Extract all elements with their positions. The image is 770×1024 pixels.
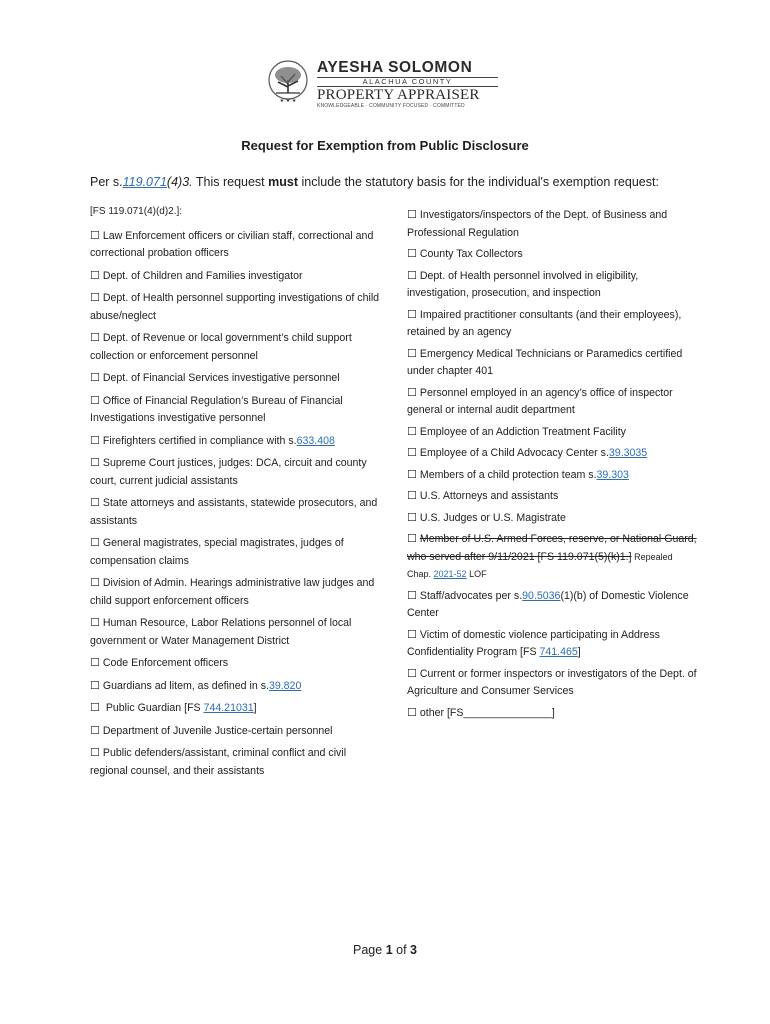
exemption-checkbox-item[interactable]: [90, 722, 380, 741]
exemption-checkbox-item[interactable]: [407, 345, 697, 381]
exemption-label-suffix: LOF: [466, 569, 487, 579]
checkbox-icon[interactable]: ☐: [407, 467, 417, 481]
exemption-label: Current or former inspectors or investigators of the Dept. of Agriculture and Consumer Services: [407, 667, 697, 697]
checkbox-icon[interactable]: ☐: [90, 701, 100, 714]
page-footer: [0, 943, 770, 957]
statute-link[interactable]: 39.820: [268, 679, 302, 692]
intro-prefix: Per s.: [90, 175, 123, 189]
exemption-checkbox-item[interactable]: [407, 306, 697, 342]
exemption-label: State attorneys and assistants, statewide prosecutors, and assistants: [90, 497, 378, 527]
exemption-label: Dept. of Health personnel supporting investigations of child abuse/neglect: [90, 292, 380, 322]
checkbox-icon[interactable]: ☐: [90, 433, 100, 447]
exemption-label: County Tax Collectors: [419, 248, 523, 260]
exemption-label: Personnel employed in an agency’s office of inspector general or internal audit department: [407, 386, 673, 416]
exemption-checkbox-item[interactable]: [407, 466, 697, 485]
checkbox-icon[interactable]: ☐: [90, 456, 100, 469]
statute-suffix: (4)3.: [166, 175, 193, 189]
statute-link[interactable]: 744.21031: [203, 702, 254, 714]
exemption-label: other [FS_______________]: [419, 706, 555, 719]
exemption-checkbox-item[interactable]: [90, 454, 380, 490]
exemption-checkbox-item[interactable]: [90, 654, 380, 673]
statute-link[interactable]: 90.5036: [522, 589, 561, 602]
checkbox-icon[interactable]: ☐: [90, 331, 100, 344]
exemption-label: Supreme Court justices, judges: DCA, circuit and county court, current judicial assistants: [90, 457, 367, 487]
exemption-label: Emergency Medical Technicians or Paramedics certified under chapter 401: [407, 347, 683, 377]
checkbox-icon[interactable]: ☐: [90, 536, 100, 549]
left-column-header: [FS 119.071(4)(d)2.]:: [90, 206, 183, 217]
exemption-label: Firefighters certified in compliance with s.: [102, 434, 297, 447]
exemption-label: U.S. Judges or U.S. Magistrate: [419, 511, 566, 524]
checkbox-icon[interactable]: ☐: [90, 393, 100, 407]
exemption-label: Dept. of Children and Families investigator: [102, 269, 303, 282]
property-appraiser-logo: [266, 59, 498, 109]
exemption-checkbox-item[interactable]: [407, 704, 697, 723]
checkbox-icon[interactable]: ☐: [407, 346, 417, 360]
exemption-checkbox-item[interactable]: [90, 227, 380, 263]
intro-text-before: This request: [192, 175, 269, 189]
exemption-checkbox-item[interactable]: [407, 665, 697, 701]
page-number: 1: [385, 943, 393, 957]
exemption-checkbox-item[interactable]: [407, 626, 697, 662]
exemption-label: Department of Juvenile Justice-certain personnel: [102, 724, 333, 737]
exemption-checkbox-item[interactable]: [90, 392, 380, 428]
checkbox-icon[interactable]: ☐: [90, 656, 100, 669]
exemption-checkbox-item[interactable]: [407, 267, 697, 303]
checkbox-icon[interactable]: ☐: [90, 291, 100, 304]
intro-text-after: include the statutory basis for the individual's exemption request:: [298, 175, 659, 189]
exemption-label: Public Guardian [FS: [102, 702, 204, 714]
checkbox-icon[interactable]: ☐: [407, 627, 417, 641]
exemption-checkbox-item[interactable]: [407, 384, 697, 420]
exemption-checkbox-item[interactable]: [90, 574, 380, 610]
checkbox-icon[interactable]: ☐: [90, 723, 100, 737]
exemption-label: Public defenders/assistant, criminal conflict and civil regional counsel, and their assistants: [90, 747, 347, 777]
exemption-label-suffix: ]: [253, 702, 257, 714]
checkbox-icon[interactable]: ☐: [90, 496, 100, 509]
exemption-label-suffix: ]: [577, 646, 581, 658]
page-of-label: of: [392, 943, 411, 957]
exemption-checkbox-item[interactable]: [407, 245, 697, 264]
checkbox-icon[interactable]: ☐: [90, 576, 100, 589]
exemption-label: U.S. Attorneys and assistants: [419, 490, 559, 502]
exemption-checkbox-item[interactable]: [90, 329, 380, 365]
checkbox-icon[interactable]: ☐: [407, 385, 417, 399]
exemption-label: Dept. of Revenue or local government’s child support collection or enforcement personnel: [90, 332, 352, 362]
struck-text: Member of U.S. Armed Forces, reserve, or National Guard, who served after 9/11/2021 [FS 119.071(5)(k)1.]: [407, 533, 697, 563]
intro-bold-word: must: [268, 175, 299, 189]
statute-link[interactable]: 741.465: [539, 646, 578, 658]
exemption-checkbox-item[interactable]: [90, 699, 380, 718]
checkbox-icon[interactable]: ☐: [407, 208, 417, 221]
exemption-label-suffix: (1)(b) of Domestic Violence Center: [407, 589, 689, 619]
exemption-checkbox-item[interactable]: [407, 206, 697, 242]
exemption-checkbox-item[interactable]: [407, 487, 697, 506]
intro-line: [90, 175, 690, 189]
exemption-label: Dept. of Financial Services investigative personnel: [102, 372, 340, 384]
exemption-label: General magistrates, special magistrates, judges of compensation claims: [90, 537, 344, 567]
exemption-label: Law Enforcement officers or civilian staff, correctional and correctional probation officers: [90, 229, 374, 259]
statute-link[interactable]: 39.303: [596, 468, 629, 481]
tree-emblem-icon: [266, 60, 310, 104]
checkbox-icon[interactable]: ☐: [90, 268, 100, 282]
checkbox-icon[interactable]: ☐: [407, 705, 417, 719]
page-label: Page: [353, 943, 386, 957]
exemption-label: Human Resource, Labor Relations personnel of local government or Water Management District: [90, 617, 352, 647]
exemption-checkbox-item[interactable]: [407, 423, 697, 442]
checkbox-icon[interactable]: ☐: [407, 588, 417, 602]
statute-link[interactable]: 119.071: [122, 175, 167, 189]
logo-name: AYESHA SOLOMON: [317, 59, 473, 76]
exemption-label: Code Enforcement officers: [102, 657, 229, 669]
exemption-label: Investigators/inspectors of the Dept. of Business and Professional Regulation: [407, 209, 668, 239]
exemption-checkbox-item[interactable]: [407, 444, 697, 463]
exemption-checkbox-item[interactable]: [407, 530, 697, 584]
checkbox-icon[interactable]: ☐: [90, 228, 100, 242]
checkbox-icon[interactable]: ☐: [90, 678, 100, 692]
left-exemption-list: [90, 203, 380, 784]
checkbox-icon[interactable]: ☐: [90, 616, 100, 629]
checkbox-icon[interactable]: ☐: [407, 247, 417, 260]
checkbox-icon[interactable]: ☐: [90, 371, 100, 384]
exemption-checkbox-item[interactable]: [90, 614, 380, 650]
checkbox-icon[interactable]: ☐: [407, 510, 417, 524]
exemption-checkbox-item[interactable]: [407, 587, 697, 623]
checkbox-icon[interactable]: ☐: [407, 446, 417, 459]
exemption-checkbox-item[interactable]: [90, 494, 380, 530]
exemption-label: Employee of an Addiction Treatment Facility: [419, 425, 626, 438]
exemption-label: Members of a child protection team s.: [419, 468, 597, 481]
checkbox-icon[interactable]: ☐: [407, 532, 417, 545]
statute-link[interactable]: 2021-52: [433, 569, 467, 579]
exemption-label: Victim of domestic violence participating in Address Confidentiality Program [FS: [407, 628, 660, 658]
exemption-label: Repealed Chap.: [407, 551, 673, 579]
checkbox-icon[interactable]: ☐: [90, 746, 100, 759]
exemption-label: Division of Admin. Hearings administrative law judges and child support enforcement officers: [90, 577, 375, 607]
exemption-label: Dept. of Health personnel involved in eligibility, investigation, prosecution, and inspection: [407, 269, 639, 299]
statute-link[interactable]: 39.3035: [608, 447, 648, 459]
svg-text:★ ★ ★: ★ ★ ★: [279, 98, 297, 104]
document-title: Request for Exemption from Public Disclosure: [241, 138, 529, 153]
checkbox-icon[interactable]: ☐: [407, 489, 417, 502]
exemption-label: Staff/advocates per s.: [419, 589, 523, 602]
exemption-checkbox-item[interactable]: [90, 534, 380, 570]
checkbox-icon[interactable]: ☐: [407, 307, 417, 321]
exemption-label: Employee of a Child Advocacy Center s.: [419, 447, 609, 459]
right-exemption-list: [407, 206, 697, 725]
checkbox-icon[interactable]: ☐: [407, 666, 417, 680]
exemption-checkbox-item[interactable]: [90, 677, 380, 696]
exemption-checkbox-item[interactable]: [90, 267, 380, 286]
logo-tagline: KNOWLEDGEABLE · COMMUNITY FOCUSED · COMMITTED: [317, 103, 465, 109]
checkbox-icon[interactable]: ☐: [407, 424, 417, 438]
statute-link[interactable]: 633.408: [296, 434, 335, 447]
page-total: 3: [410, 943, 417, 957]
exemption-checkbox-item[interactable]: [407, 509, 697, 528]
exemption-checkbox-item[interactable]: [90, 432, 380, 451]
checkbox-icon[interactable]: ☐: [407, 268, 417, 282]
exemption-label: Guardians ad litem, as defined in s.: [102, 679, 269, 692]
logo-county: ALACHUA COUNTY: [317, 77, 498, 87]
exemption-label: Office of Financial Regulation’s Bureau of Financial Investigations investigative personnel: [90, 394, 343, 424]
exemption-checkbox-item[interactable]: [90, 744, 380, 780]
exemption-checkbox-item[interactable]: [90, 289, 380, 325]
exemption-label: Impaired practitioner consultants (and their employees), retained by an agency: [407, 308, 682, 338]
logo-office: PROPERTY APPRAISER: [317, 87, 480, 103]
exemption-checkbox-item[interactable]: [90, 369, 380, 388]
